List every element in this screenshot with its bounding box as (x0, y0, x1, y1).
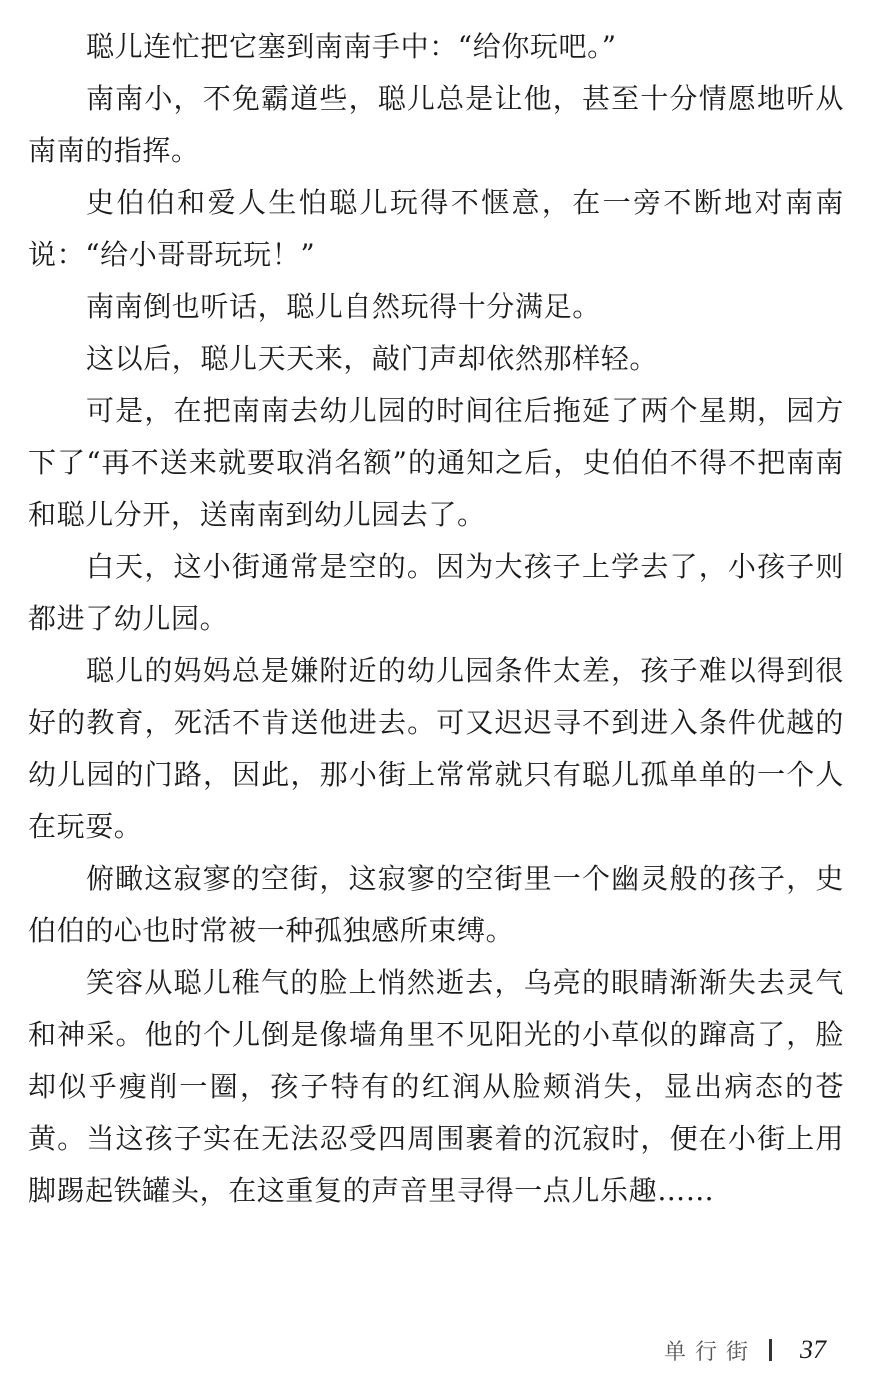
paragraph: 可是，在把南南去幼儿园的时间往后拖延了两个星期，园方下了“再不送来就要取消名额”的通知之后，史伯伯不得不把南南和聪儿分开，送南南到幼儿园去了。 (28, 394, 844, 531)
paragraph: 聪儿连忙把它塞到南南手中：“给你玩吧。” (86, 30, 617, 63)
paragraph: 聪儿的妈妈总是嫌附近的幼儿园条件太差，孩子难以得到很好的教育，死活不肯送他进去。可又迟迟寻不到进入条件优越的幼儿园的门路，因此，那小街上常常就只有聪儿孤单单的一个人在玩耍。 (28, 654, 844, 843)
paragraph: 笑容从聪儿稚气的脸上悄然逝去，乌亮的眼睛渐渐失去灵气和神采。他的个儿倒是像墙角里不见阳光的小草似的蹿高了，脸却似乎瘦削一圈，孩子特有的红润从脸颊消失，显出病态的苍黄。当这孩子实在无法忍受四周围裹着的沉寂时，便在小街上用脚踢起铁罐头，在这重复的声音里寻得一点儿乐趣…… (28, 966, 844, 1207)
running-title: 单行街 (664, 1339, 758, 1365)
footer-separator (769, 1339, 772, 1361)
paragraph: 南南小，不免霸道些，聪儿总是让他，甚至十分情愿地听从南南的指挥。 (28, 82, 844, 167)
page-number: 37 (800, 1335, 827, 1364)
page-footer (664, 1334, 826, 1366)
paragraph: 这以后，聪儿天天来，敲门声却依然那样轻。 (86, 342, 659, 375)
page-body (28, 21, 844, 1217)
paragraph: 白天，这小街通常是空的。因为大孩子上学去了，小孩子则都进了幼儿园。 (28, 550, 844, 635)
paragraph: 南南倒也听话，聪儿自然玩得十分满足。 (86, 290, 601, 323)
paragraph: 俯瞰这寂寥的空街，这寂寥的空街里一个幽灵般的孩子，史伯伯的心也时常被一种孤独感所束缚。 (28, 862, 844, 947)
paragraph: 史伯伯和爱人生怕聪儿玩得不惬意，在一旁不断地对南南说：“给小哥哥玩玩！” (28, 186, 844, 271)
